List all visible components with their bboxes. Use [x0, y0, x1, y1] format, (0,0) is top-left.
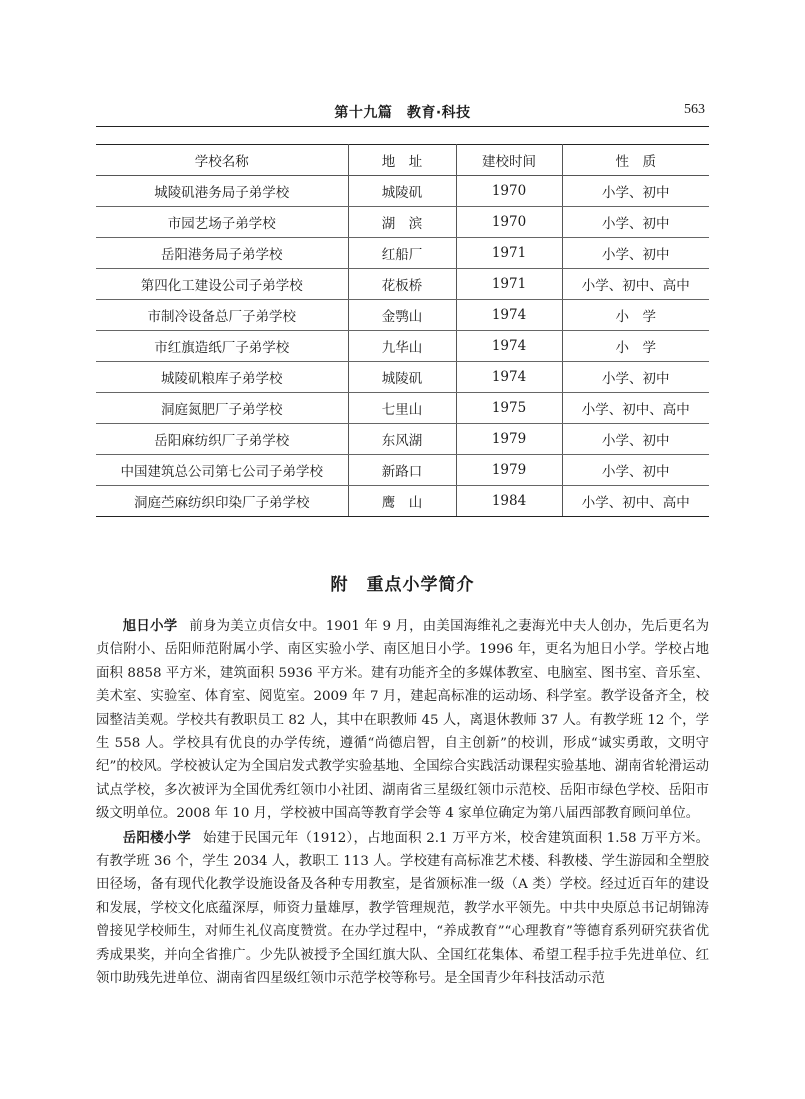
table-row [96, 362, 709, 393]
header-title: 第十九篇 教育·科技 [334, 105, 471, 121]
cell-school-name: 洞庭氮肥厂子弟学校 [96, 393, 348, 424]
section-title [96, 570, 709, 595]
cell-school-type: 小 学 [562, 331, 709, 362]
cell-address: 金鹗山 [348, 300, 456, 331]
cell-school-type: 小 学 [562, 300, 709, 331]
cell-school-type: 小学、初中、高中 [562, 269, 709, 300]
cell-address: 花板桥 [348, 269, 456, 300]
schools-table [96, 144, 709, 517]
paragraph-school-name: 岳阳楼小学 [122, 830, 192, 846]
cell-address: 城陵矶 [348, 362, 456, 393]
table-row [96, 331, 709, 362]
table-row [96, 207, 709, 238]
cell-founded-year: 1974 [456, 300, 562, 331]
cell-school-type: 小学、初中 [562, 207, 709, 238]
cell-address: 七里山 [348, 393, 456, 424]
cell-founded-year: 1974 [456, 362, 562, 393]
body-text [96, 615, 709, 992]
cell-founded-year: 1984 [456, 486, 562, 517]
paragraph-text: 始建于民国元年（1912），占地面积 2.1 万平方米，校舍建筑面积 1.58 万平方米。有教学班 36 个，学生 2034 人，教职工 113 人。学校建有高标准艺术楼、科教楼、学生游园和全塑胶田径场，备有现代化教学设施设备及各种专用教室，是省颁标准一级（A 类）学校。经过近百年的建设和发展，学校文化底蕴深厚，师资力量雄厚，教学管理规范，教学水平领先。中共中央原总书记胡锦涛曾接见学校师生，对师生礼仪高度赞赏。在办学过程中，“养成教育”“心理教育”等德育系列研究获省优秀成果奖，并向全省推广。少先队被授予全国红旗大队、全国红花集体、希望工程手拉手先进单位、红领巾助残先进单位、湖南省四星级红领巾示范学校等称号。是全国青少年科技活动示范 [96, 830, 710, 987]
cell-founded-year: 1970 [456, 176, 562, 207]
column-header-founded: 建校时间 [456, 145, 562, 176]
cell-address: 鹰 山 [348, 486, 456, 517]
cell-founded-year: 1971 [456, 238, 562, 269]
cell-school-name: 岳阳麻纺织厂子弟学校 [96, 424, 348, 455]
cell-school-name: 岳阳港务局子弟学校 [96, 238, 348, 269]
cell-school-type: 小学、初中 [562, 238, 709, 269]
table-row [96, 176, 709, 207]
cell-school-name: 洞庭苎麻纺织印染厂子弟学校 [96, 486, 348, 517]
cell-school-type: 小学、初中 [562, 362, 709, 393]
cell-address: 新路口 [348, 455, 456, 486]
cell-school-name: 中国建筑总公司第七公司子弟学校 [96, 455, 348, 486]
header-rule [96, 126, 709, 127]
cell-school-name: 市红旗造纸厂子弟学校 [96, 331, 348, 362]
cell-school-type: 小学、初中、高中 [562, 486, 709, 517]
cell-school-name: 城陵矶粮库子弟学校 [96, 362, 348, 393]
paragraph-yueyanglou [96, 827, 709, 991]
page-number: 563 [684, 102, 705, 117]
table-row [96, 424, 709, 455]
cell-address: 九华山 [348, 331, 456, 362]
cell-school-type: 小学、初中 [562, 455, 709, 486]
paragraph-xuri [96, 615, 709, 826]
cell-school-type: 小学、初中 [562, 176, 709, 207]
table-row [96, 269, 709, 300]
cell-address: 东风湖 [348, 424, 456, 455]
table-row [96, 238, 709, 269]
page-header [96, 100, 709, 120]
column-header-name: 学校名称 [96, 145, 348, 176]
table-header-row [96, 145, 709, 176]
cell-school-type: 小学、初中、高中 [562, 393, 709, 424]
cell-address: 红船厂 [348, 238, 456, 269]
cell-founded-year: 1975 [456, 393, 562, 424]
cell-founded-year: 1974 [456, 331, 562, 362]
cell-address: 湖 滨 [348, 207, 456, 238]
cell-founded-year: 1979 [456, 424, 562, 455]
column-header-address: 地 址 [348, 145, 456, 176]
paragraph-text: 前身为美立贞信女中。1901 年 9 月，由美国海维礼之妻海光中夫人创办，先后更名为贞信附小、岳阳师范附属小学、南区实验小学、南区旭日小学。1996 年，更名为旭日小学。学校占地面积 8858 平方米，建筑面积 5936 平方米。建有功能齐全的多媒体教室、电脑室、图书室、音乐室、美术室、实验室、体育室、阅览室。2009 年 7 月，建起高标准的运动场、科学室。教学设备齐全，校园整洁美观。学校共有教职员工 82 人，其中在职教师 45 人，离退休教师 37 人。有教学班 12 个，学生 558 人。学校具有优良的办学传统，遵循“尚德启智，自主创新”的校训，形成“诚实勇敢，文明守纪”的校风。学校被认定为全国启发式教学实验基地、全国综合实践活动课程实验基地、湖南省轮滑运动试点学校，多次被评为全国优秀红领巾小社团、湖南省三星级红领巾示范校、岳阳市绿色学校、岳阳市级文明单位。2008 年 10 月，学校被中国高等教育学会等 4 家单位确定为第八届西部教育顾问单位。 [96, 619, 709, 822]
table-row [96, 486, 709, 517]
section-prefix: 附 [330, 575, 349, 595]
cell-school-name: 第四化工建设公司子弟学校 [96, 269, 348, 300]
section-heading: 重点小学简介 [366, 575, 475, 595]
cell-school-type: 小学、初中 [562, 424, 709, 455]
table-row [96, 300, 709, 331]
cell-founded-year: 1979 [456, 455, 562, 486]
table-row [96, 455, 709, 486]
cell-address: 城陵矶 [348, 176, 456, 207]
cell-founded-year: 1971 [456, 269, 562, 300]
paragraph-school-name: 旭日小学 [122, 619, 178, 634]
column-header-type: 性 质 [562, 145, 709, 176]
cell-school-name: 城陵矶港务局子弟学校 [96, 176, 348, 207]
cell-school-name: 市园艺场子弟学校 [96, 207, 348, 238]
cell-founded-year: 1970 [456, 207, 562, 238]
cell-school-name: 市制冷设备总厂子弟学校 [96, 300, 348, 331]
table-row [96, 393, 709, 424]
